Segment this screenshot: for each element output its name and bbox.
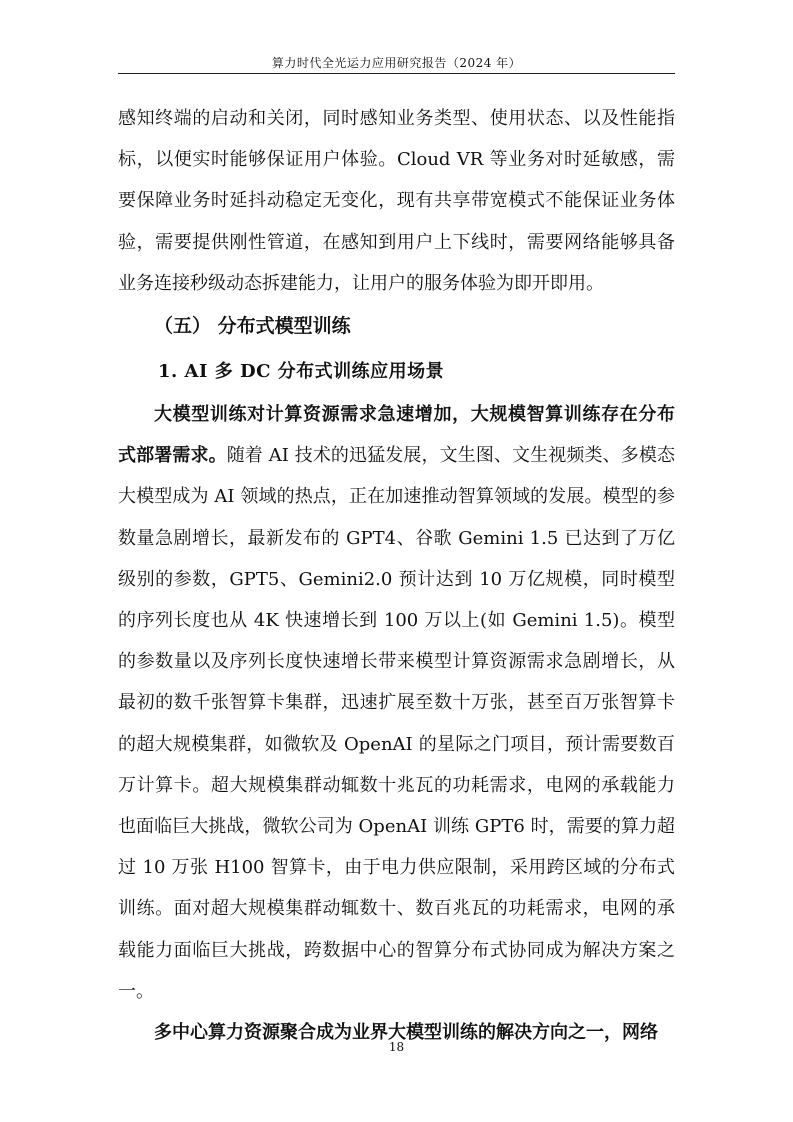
paragraph-continuation: 感知终端的启动和关闭，同时感知业务类型、使用状态、以及性能指标，以便实时能够保证用户体验。Cloud VR 等业务对时延敏感，需要保障业务时延抖动稳定无变化，现有共享带宽模式不能保证业务体验，需要提供刚性管道，在感知到用户上下线时，需要网络能够具备业务连接秒级动态拆建能力，让用户的服务体验为即开即用。 xyxy=(118,108,675,294)
paragraph-lead-bold: 大模型训练对计算资源需求急速增加，大规模智算训练存在分布式部署需求。 xyxy=(118,404,675,467)
section-heading: （五） 分布式模型训练 xyxy=(154,315,351,338)
page-number: 18 xyxy=(388,1040,405,1054)
subsection-heading: 1. AI 多 DC 分布式训练应用场景 xyxy=(158,361,445,383)
page-header: 算力时代全光运力应用研究报告（2024 年） xyxy=(271,56,522,70)
paragraph-body-text: 随着 AI 技术的迅猛发展，文生图、文生视频类、多模态大模型成为 AI 领域的热点，正在加速推动智算领域的发展。模型的参数量急剧增长，最新发布的 GPT4、谷歌 Gemini 1.5 已达到了万亿级别的参数，GPT5、Gemini2.0 预计达到 10 万亿规模，同时模型的序列长度也从 4K 快速增长到 100 万以上(如 Gemini 1.5)。模型的参数量以及序列长度快速增长带来模型计算资源需求急剧增长，从最初的数千张智算卡集群，迅速扩展至数十万张，甚至百万张智算卡的超大规模集群，如微软及 OpenAI 的星际之门项目，预计需要数百万计算卡。超大规模集群动辄数十兆瓦的功耗需求，电网的承载能力也面临巨大挑战，微软公司为 OpenAI 训练 GPT6 时，需要的算力超过 10 万张 H100 智算卡，由于电力供应限制，采用跨区域的分布式训练。面对超大规模集群动辄数十、数百兆瓦的功耗需求，电网的承载能力面临巨大挑战，跨数据中心的智算分布式协同成为解决方案之一。 xyxy=(118,445,675,1002)
paragraph-model-training xyxy=(118,394,675,1012)
header-divider xyxy=(118,73,675,74)
paragraph-lead-bold: 多中心算力资源聚合成为业界大模型训练的解决方向之一，网络 xyxy=(154,1022,658,1044)
page-body xyxy=(118,98,675,1053)
